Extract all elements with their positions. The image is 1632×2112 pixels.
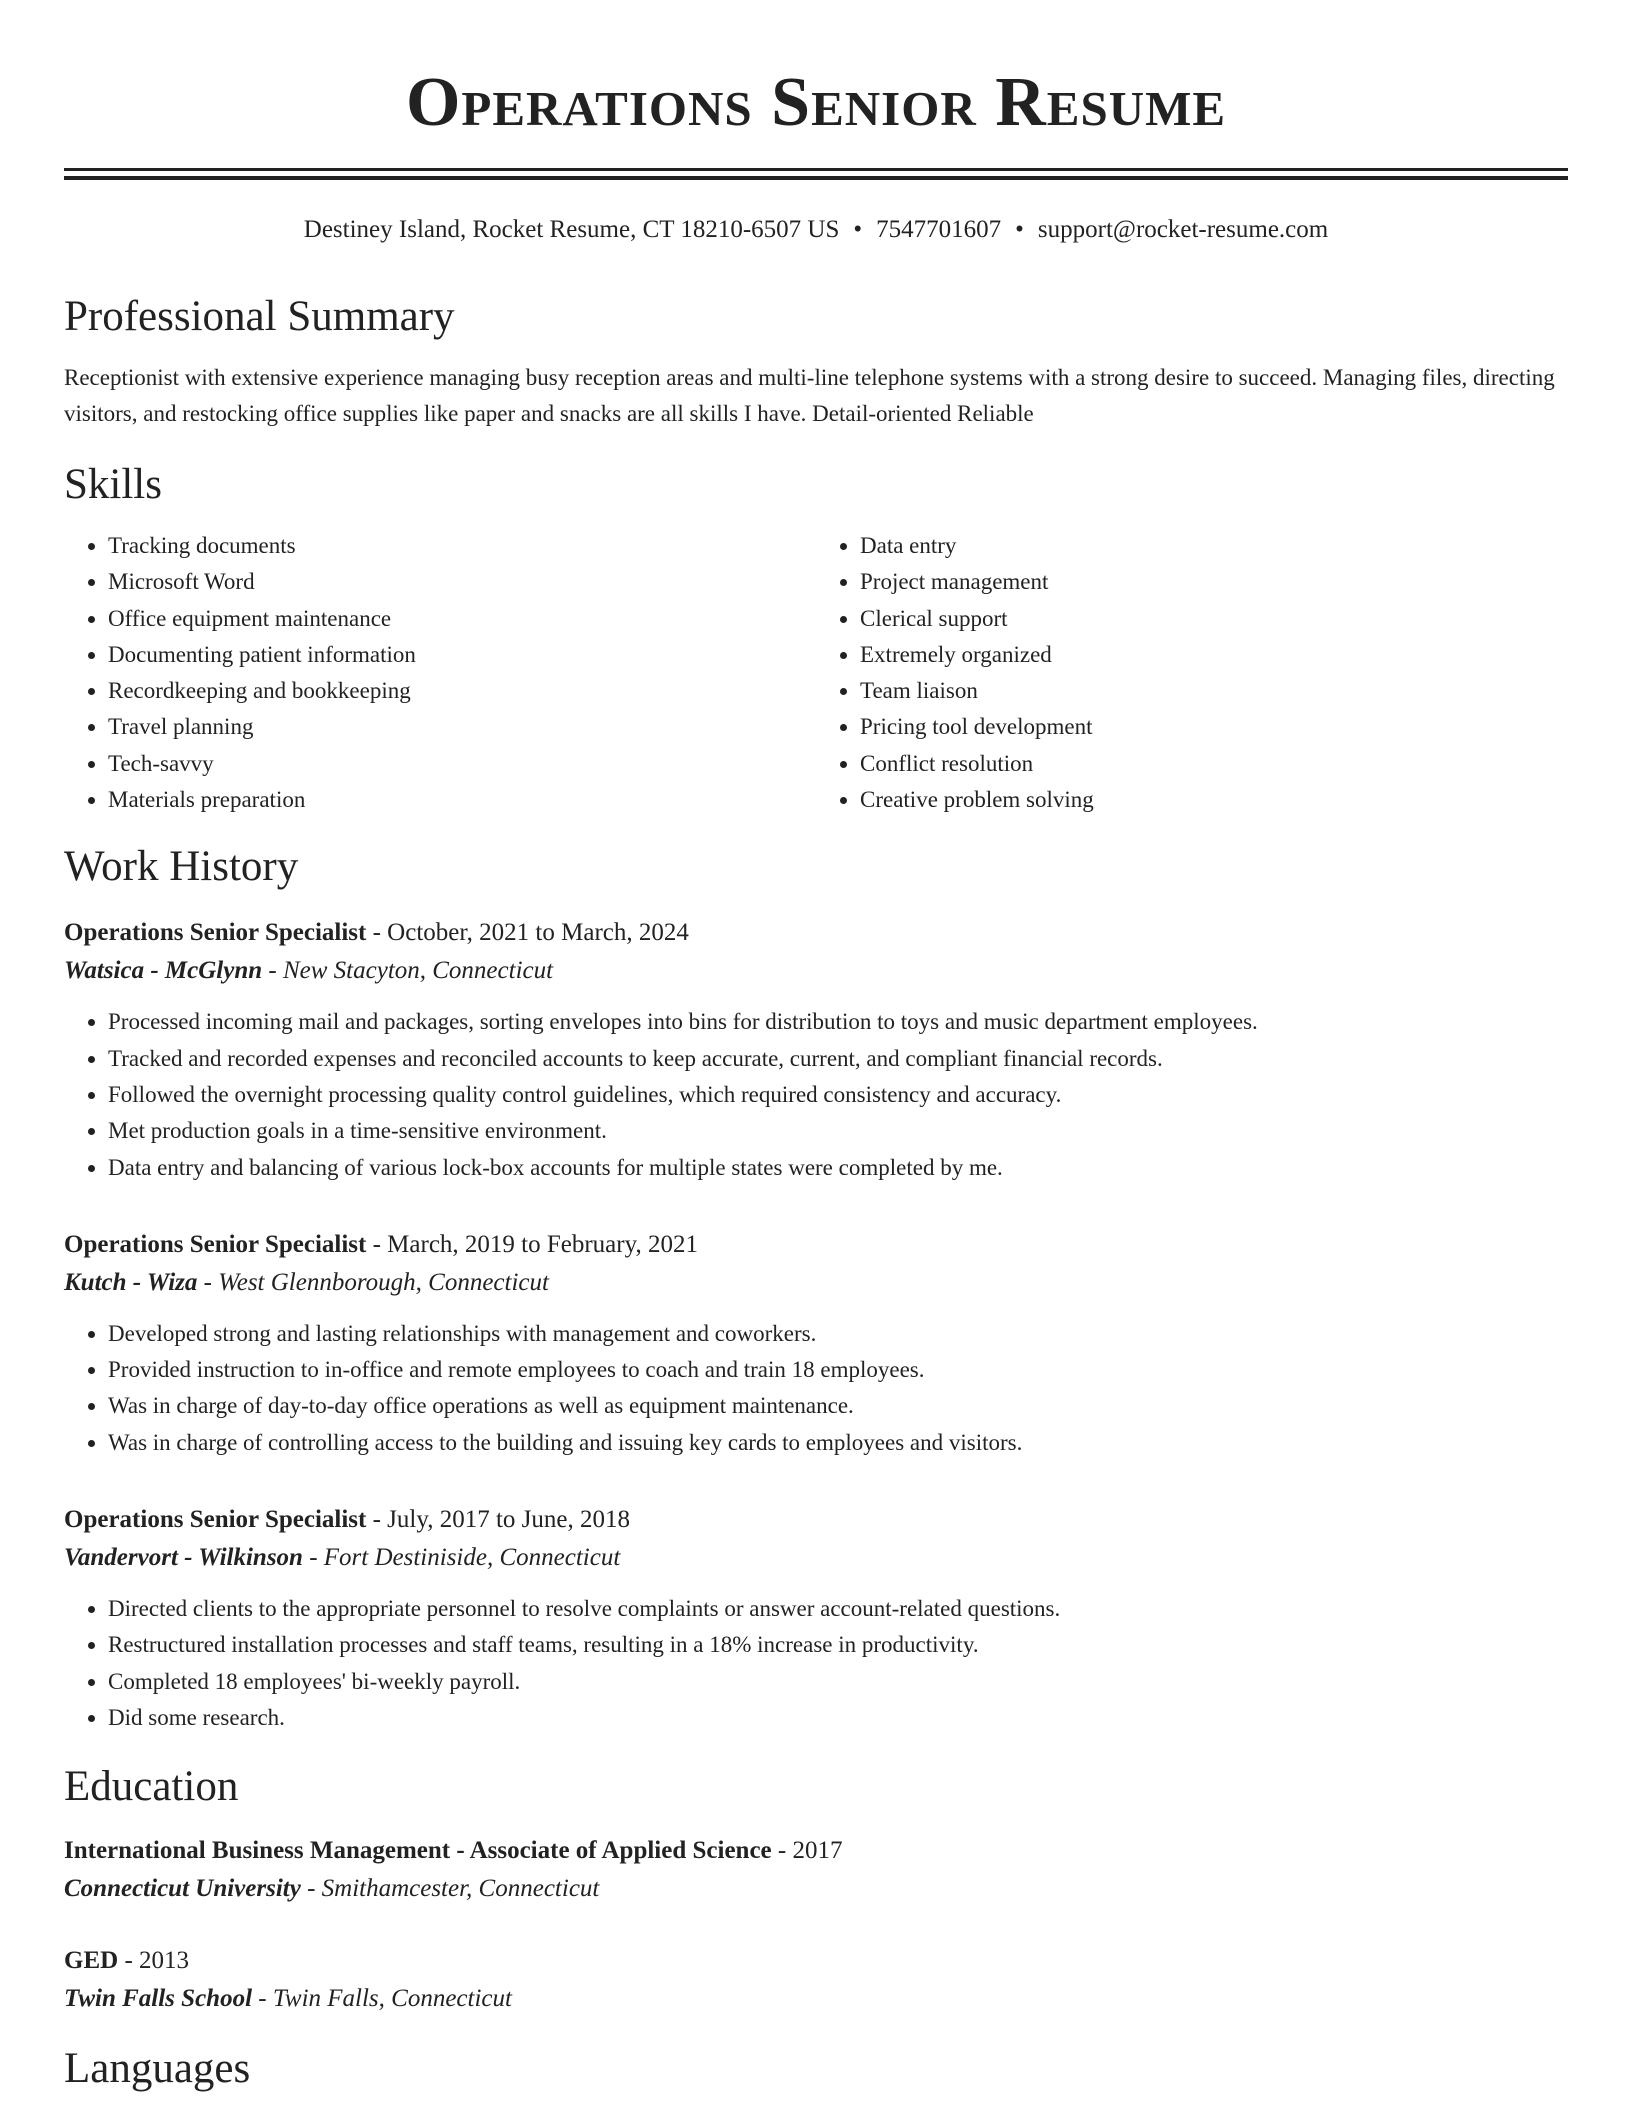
skills-columns — [64, 528, 1568, 818]
education-school: Connecticut University — [64, 1875, 301, 1903]
title-divider-top — [64, 168, 1568, 171]
education-entry — [64, 1942, 1568, 2018]
skill-item: • Documenting patient information — [108, 637, 816, 673]
contact-phone: 7547701607 — [876, 216, 1002, 243]
contact-separator: • — [1015, 216, 1024, 243]
resume-title: Operations Senior Resume — [405, 64, 1227, 141]
skill-item: • Pricing tool development — [860, 709, 1568, 745]
job-title-line — [64, 914, 1568, 952]
skill-item: • Recordkeeping and bookkeeping — [108, 673, 816, 709]
contact-address: Destiney Island, Rocket Resume, CT 18210-6507 US — [303, 216, 840, 243]
job-entry — [64, 1501, 1568, 1736]
job-bullet: • Directed clients to the appropriate personnel to resolve complaints or answer account-related questions. — [108, 1591, 1568, 1627]
job-bullet: • Followed the overnight processing quality control guidelines, which required consistency and accuracy. — [108, 1077, 1568, 1113]
job-bullets — [64, 1004, 1568, 1185]
job-location: - West Glennborough, Connecticut — [197, 1268, 549, 1296]
job-bullet: • Provided instruction to in-office and remote employees to coach and train 18 employees. — [108, 1352, 1568, 1388]
education-school-line — [64, 1870, 1568, 1908]
job-dates: - October, 2021 to March, 2024 — [366, 919, 689, 947]
skill-item: • Team liaison — [860, 673, 1568, 709]
skill-item: • Microsoft Word — [108, 564, 816, 600]
job-title: Operations Senior Specialist — [64, 1506, 367, 1534]
job-company: Watsica - McGlynn — [64, 957, 263, 985]
job-company-line — [64, 1539, 1568, 1577]
job-title-line — [64, 1226, 1568, 1264]
skill-item: • Materials preparation — [108, 782, 816, 818]
contact-separator: • — [853, 216, 863, 243]
education-entry — [64, 1832, 1568, 1908]
education-degree: International Business Management - Associate of Applied Science — [64, 1837, 772, 1865]
job-company: Kutch - Wiza — [64, 1268, 198, 1296]
education-heading: Education — [64, 1763, 239, 1811]
job-company-line — [64, 1264, 1568, 1302]
skill-item: • Tracking documents — [108, 528, 816, 564]
job-bullets — [64, 1316, 1568, 1461]
job-company-line — [64, 952, 1568, 990]
contact-email: support@rocket-resume.com — [1037, 216, 1329, 243]
job-bullet: • Did some research. — [108, 1700, 1568, 1736]
skill-item: • Tech-savvy — [108, 746, 816, 782]
job-bullet: • Processed incoming mail and packages, sorting envelopes into bins for distribution to toys and music department employees. — [108, 1004, 1568, 1040]
skill-item: • Project management — [860, 564, 1568, 600]
job-bullet: • Was in charge of controlling access to the building and issuing key cards to employees and visitors. — [108, 1425, 1568, 1461]
job-bullet: • Developed strong and lasting relationships with management and coworkers. — [108, 1316, 1568, 1352]
work-history-heading: Work History — [64, 843, 299, 891]
education-year: - 2013 — [118, 1947, 190, 1975]
job-dates: - March, 2019 to February, 2021 — [366, 1230, 698, 1258]
skills-heading: Skills — [64, 461, 162, 508]
summary-text: Receptionist with extensive experience managing busy reception areas and multi-line telephone systems with a strong desire to succeed. Managing files, directing visitors, and restocking office supplies like paper and snacks are all skills I have. Detail-oriented Reliable — [64, 365, 1555, 426]
job-bullet: • Data entry and balancing of various lock-box accounts for multiple states were completed by me. — [108, 1150, 1568, 1186]
skill-item: • Extremely organized — [860, 637, 1568, 673]
education-degree-line — [64, 1832, 1568, 1870]
job-bullet: • Met production goals in a time-sensitive environment. — [108, 1113, 1568, 1149]
skill-item: • Conflict resolution — [860, 746, 1568, 782]
education-location: - Twin Falls, Connecticut — [252, 1985, 512, 2013]
job-location: - Fort Destiniside, Connecticut — [302, 1544, 621, 1572]
job-bullet: • Was in charge of day-to-day office operations as well as equipment maintenance. — [108, 1388, 1568, 1424]
skill-item: • Clerical support — [860, 601, 1568, 637]
job-bullets — [64, 1591, 1568, 1736]
job-entry — [64, 914, 1568, 1185]
contact-line — [64, 214, 1568, 246]
job-title-line — [64, 1501, 1568, 1539]
job-title: Operations Senior Specialist — [64, 919, 367, 947]
resume-page — [64, 0, 1568, 2096]
job-entry — [64, 1226, 1568, 1461]
skills-list-left — [64, 528, 816, 818]
skill-item: • Office equipment maintenance — [108, 601, 816, 637]
summary-heading: Professional Summary — [64, 293, 455, 340]
education-year: - 2017 — [771, 1837, 843, 1865]
skill-item: • Data entry — [860, 528, 1568, 564]
languages-heading: Languages — [64, 2045, 251, 2093]
job-title: Operations Senior Specialist — [64, 1230, 367, 1258]
skill-item: • Creative problem solving — [860, 782, 1568, 818]
education-school-line — [64, 1980, 1568, 2018]
skill-item: • Travel planning — [108, 709, 816, 745]
job-company: Vandervort - Wilkinson — [64, 1544, 303, 1572]
job-dates: - July, 2017 to June, 2018 — [366, 1506, 630, 1534]
job-bullet: • Restructured installation processes and staff teams, resulting in a 18% increase in productivity. — [108, 1627, 1568, 1663]
skills-list-right — [816, 528, 1568, 818]
title-divider-bottom — [64, 176, 1568, 180]
education-degree: GED — [64, 1947, 119, 1975]
job-bullet: • Completed 18 employees' bi-weekly payroll. — [108, 1664, 1568, 1700]
education-school: Twin Falls School — [64, 1985, 253, 2013]
job-location: - New Stacyton, Connecticut — [262, 957, 554, 985]
education-degree-line — [64, 1942, 1568, 1980]
job-bullet: • Tracked and recorded expenses and reconciled accounts to keep accurate, current, and compliant financial records. — [108, 1041, 1568, 1077]
education-location: - Smithamcester, Connecticut — [300, 1875, 600, 1903]
